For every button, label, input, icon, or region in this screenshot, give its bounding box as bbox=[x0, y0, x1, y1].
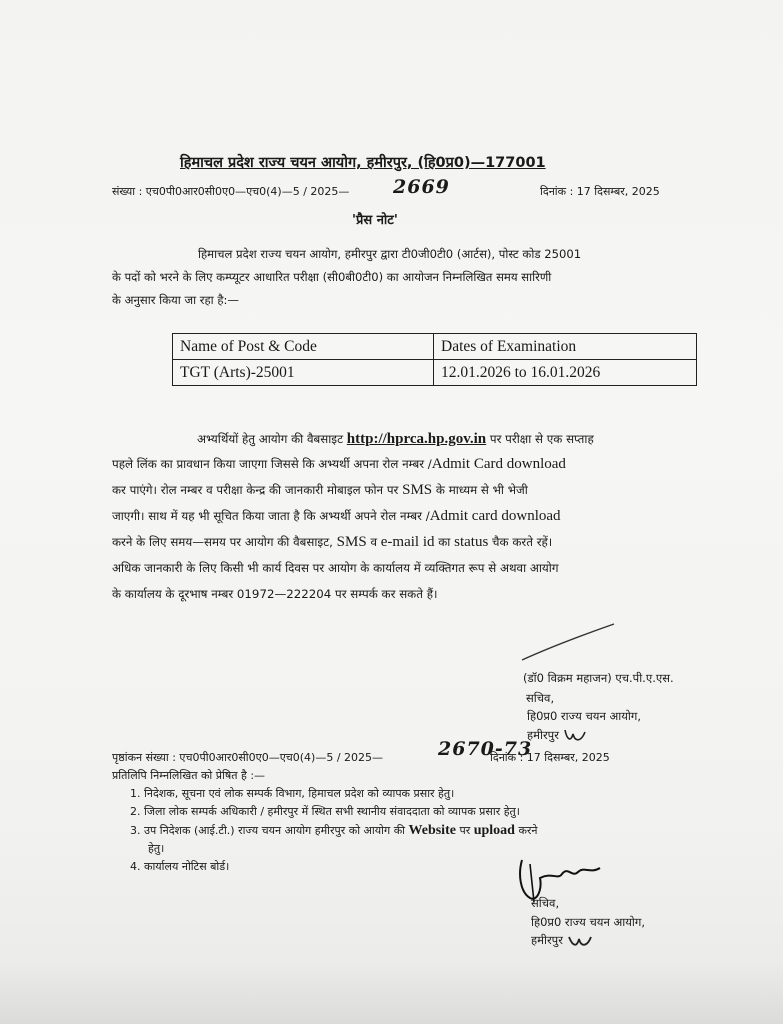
notice-line: के कार्यालय के दूरभाष नम्बर 01972—222204 पर सम्पर्क कर सकते हैं। bbox=[112, 587, 438, 601]
list-item: 3. उप निदेशक (आई.टी.) राज्य चयन आयोग हमीरपुर को आयोग की Website पर upload करने bbox=[130, 823, 538, 838]
notice-line: अभ्यर्थियों हेतु आयोग की वैबसाइट http://hprca.hp.gov.in पर परीक्षा से एक सप्ताह bbox=[197, 431, 594, 447]
endorsement-date: दिनांक : 17 दिसम्बर, 2025 bbox=[490, 751, 610, 764]
initials-mark bbox=[563, 728, 587, 744]
handwritten-reference-number: 2669 bbox=[393, 176, 450, 198]
press-note-heading: 'प्रैस नोट' bbox=[352, 213, 398, 228]
table-header-cell: Name of Post & Code bbox=[173, 334, 434, 360]
signature bbox=[512, 852, 612, 910]
page-title: हिमाचल प्रदेश राज्य चयन आयोग, हमीरपुर, (हि0प्र0)—177001 bbox=[180, 155, 546, 171]
table-cell: 12.01.2026 to 16.01.2026 bbox=[434, 360, 697, 386]
handwritten-endorsement-number: 2670-73 bbox=[438, 738, 533, 760]
copy-to-heading: प्रतिलिपि निम्नलिखित को प्रेषित है :— bbox=[112, 769, 266, 782]
notice-line: अधिक जानकारी के लिए किसी भी कार्य दिवस पर आयोग के कार्यालय में व्यक्तिगत रूप से अथवा आयोग bbox=[112, 561, 559, 575]
list-item: 4. कार्यालय नोटिस बोर्ड। bbox=[130, 860, 230, 873]
list-item: 1. निदेशक, सूचना एवं लोक सम्पर्क विभाग, हिमाचल प्रदेश को व्यापक प्रसार हेतु। bbox=[130, 787, 455, 800]
signatory-name: (डॉ0 विक्रम महाजन) एच.पी.ए.एस. bbox=[523, 671, 674, 685]
exam-schedule-table bbox=[172, 333, 697, 386]
reference-number-label: संख्या : एच0पी0आर0सी0ए0—एच0(4)—5 / 2025— bbox=[112, 185, 350, 198]
table-cell: TGT (Arts)-25001 bbox=[173, 360, 434, 386]
signatory-designation: सचिव, bbox=[526, 691, 555, 705]
page-shadow bbox=[0, 960, 783, 1024]
signature-mark bbox=[514, 620, 624, 670]
footer-designation: सचिव, bbox=[531, 896, 560, 910]
signatory-place: हमीरपुर bbox=[527, 725, 587, 745]
website-link[interactable]: http://hprca.hp.gov.in bbox=[346, 431, 487, 447]
footer-place: हमीरपुर bbox=[531, 930, 593, 950]
intro-line: के पदों को भरने के लिए कम्प्यूटर आधारित परीक्षा (सी0बी0टी0) का आयोजन निम्नलिखित समय सारिणी bbox=[112, 270, 552, 284]
signatory-organization: हि0प्र0 राज्य चयन आयोग, bbox=[527, 709, 642, 723]
table-header-cell: Dates of Examination bbox=[434, 334, 697, 360]
intro-line: हिमाचल प्रदेश राज्य चयन आयोग, हमीरपुर द्वारा टी0जी0टी0 (आर्टस), पोस्ट कोड 25001 bbox=[198, 247, 582, 261]
initials-mark bbox=[567, 933, 593, 949]
endorsement-reference-label: पृष्ठांकन संख्या : एच0पी0आर0सी0ए0—एच0(4)—5 / 2025— bbox=[112, 751, 384, 764]
notice-line: करने के लिए समय—समय पर आयोग की वैबसाइट, SMS व e-mail id का status चैक करते रहें। bbox=[112, 534, 553, 550]
notice-line: पहले लिंक का प्रावधान किया जाएगा जिससे कि अभ्यर्थी अपना रोल नम्बर /Admit Card download bbox=[112, 456, 566, 472]
intro-line: के अनुसार किया जा रहा है:— bbox=[112, 293, 240, 307]
table-header-row bbox=[173, 334, 697, 360]
list-item: 2. जिला लोक सम्पर्क अधिकारी / हमीरपुर में स्थित सभी स्थानीय संवाददाता को व्यापक प्रसार हेतु। bbox=[130, 805, 520, 818]
table-row bbox=[173, 360, 697, 386]
notice-line: कर पाएंगे। रोल नम्बर व परीक्षा केन्द्र की जानकारी मोबाइल फोन पर SMS के माध्यम से भी भेजी bbox=[112, 482, 528, 498]
footer-organization: हि0प्र0 राज्य चयन आयोग, bbox=[531, 915, 646, 929]
notice-line: जाएगी। साथ में यह भी सूचित किया जाता है कि अभ्यर्थी अपने रोल नम्बर /Admit card download bbox=[112, 508, 561, 524]
list-item-continuation: हेतु। bbox=[148, 842, 165, 855]
issue-date: दिनांक : 17 दिसम्बर, 2025 bbox=[540, 185, 660, 198]
